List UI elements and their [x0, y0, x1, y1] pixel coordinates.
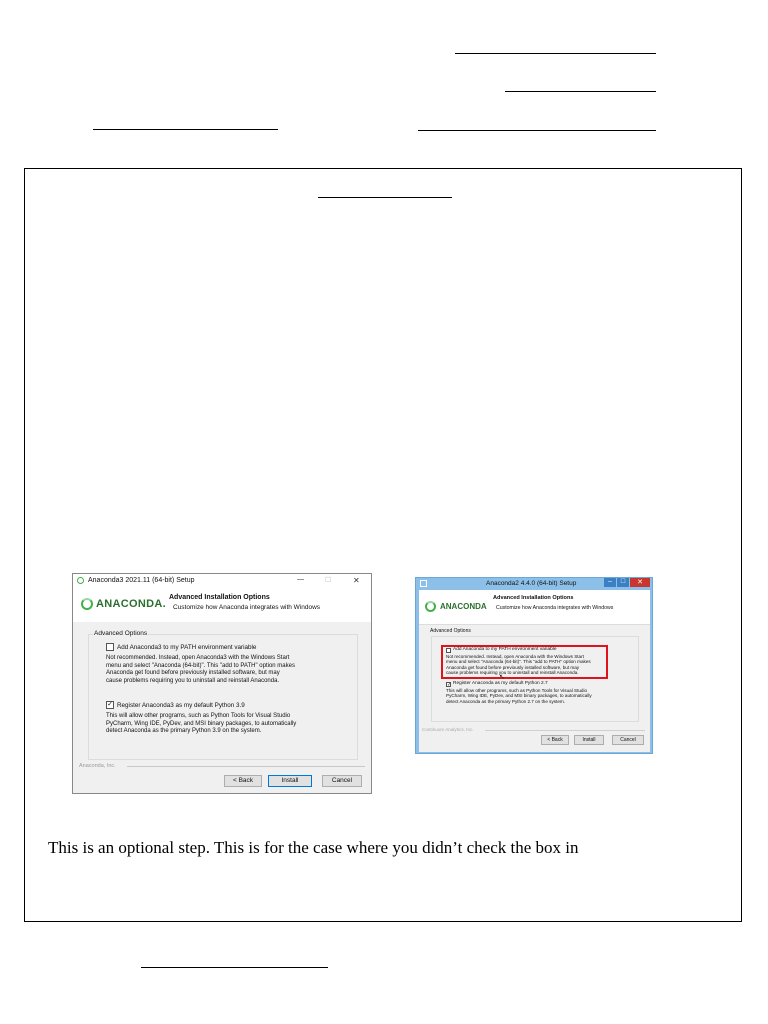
app-icon: [420, 580, 427, 587]
add-to-path-description: Not recommended. Instead, open Anaconda3 with the Windows Start menu and select "Anaconda (64-bit)". This "add to PATH" option makes Anaconda get found before previously installed software, but may cause problems requiring you to uninstall and reinstall Anaconda.: [106, 655, 295, 685]
footer-divider: [127, 766, 365, 767]
dialog-header: [419, 590, 650, 625]
footer-brand: Anaconda, Inc.: [79, 763, 116, 769]
install-button[interactable]: Install: [268, 775, 312, 787]
header-title: Advanced Installation Options: [493, 595, 574, 601]
header-subtitle: Customize how Anaconda integrates with Windows: [496, 605, 614, 611]
mouse-cursor-icon: ↖: [499, 674, 505, 681]
add-to-path-label[interactable]: Add Anaconda3 to my PATH environment variable: [117, 644, 257, 651]
register-default-python-label[interactable]: Register Anaconda3 as my default Python 3.9: [117, 702, 245, 709]
content-box: [24, 168, 742, 922]
instruction-text: This is an optional step. This is for the case where you didn’t check the box in: [48, 838, 579, 857]
redacted-line-2: [505, 91, 656, 92]
header-title: Advanced Installation Options: [169, 594, 270, 601]
minimize-icon[interactable]: –: [604, 578, 616, 587]
redacted-line-bottom: [141, 967, 328, 968]
dialog-header: [73, 590, 371, 623]
dialog-body: [419, 590, 650, 752]
maximize-icon[interactable]: □: [617, 578, 629, 587]
close-icon[interactable]: ✕: [353, 576, 360, 585]
add-to-path-checkbox[interactable]: [446, 648, 451, 653]
add-to-path-checkbox[interactable]: [106, 643, 114, 651]
advanced-options-group: [88, 630, 358, 760]
register-default-python-description: This will allow other programs, such as Python Tools for Visual Studio PyCharm, Wing IDE, PyDev, and MSI binary packages, to automatically detect Anaconda as the primary Python 3.9 on the system.: [106, 713, 297, 735]
register-default-python-checkbox[interactable]: ✓: [107, 701, 113, 708]
title-bar[interactable]: [416, 578, 652, 590]
redacted-line-1: [455, 53, 656, 54]
box-title-line: [318, 197, 452, 198]
register-default-python-checkbox[interactable]: ✓: [447, 682, 452, 688]
header-subtitle: Customize how Anaconda integrates with Windows: [173, 604, 321, 611]
add-to-path-description: Not recommended. Instead, open Anaconda with the Windows Start menu and select "Anaconda (64-bit)". This "add to PATH" option makes Anaconda get found before previously installed software, but may cause problems requiring you to uninstall and reinstall Anaconda.: [446, 654, 591, 675]
group-title: Advanced Options: [430, 628, 471, 634]
anaconda2-setup-dialog: [415, 577, 653, 754]
anaconda3-setup-dialog: [72, 573, 372, 794]
footer-brand: Continuum Analytics, Inc.: [422, 727, 474, 732]
cancel-button[interactable]: Cancel: [612, 735, 644, 745]
group-title: Advanced Options: [94, 630, 148, 637]
install-button[interactable]: Install: [574, 735, 604, 745]
register-default-python-description: This will allow other programs, such as Python Tools for Visual Studio PyCharm, Wing IDE, PyDev, and MSI binary packages, to automatically detect Anaconda as the primary Python 2.7 on the system.: [446, 688, 592, 704]
minimize-icon[interactable]: —: [297, 576, 304, 583]
anaconda-logo-ring: [81, 598, 93, 610]
window-title: Anaconda2 4.4.0 (64-bit) Setup: [486, 580, 577, 587]
anaconda-app-icon: [77, 577, 84, 584]
register-default-python-label[interactable]: Register Anaconda as my default Python 2.7: [453, 681, 548, 686]
back-button[interactable]: < Back: [224, 775, 262, 787]
add-to-path-label[interactable]: Add Anaconda to my PATH environment variable: [453, 647, 557, 652]
dialog-content: [73, 622, 371, 794]
redacted-line-3: [93, 129, 278, 130]
title-bar[interactable]: [73, 574, 371, 590]
close-icon[interactable]: ✕: [630, 578, 650, 587]
anaconda-logo-text: ANACONDA: [440, 602, 487, 611]
anaconda-logo-text: ANACONDA.: [96, 598, 166, 610]
cancel-button[interactable]: Cancel: [322, 775, 362, 787]
window-title: Anaconda3 2021.11 (64-bit) Setup: [88, 577, 195, 584]
redacted-line-4: [418, 130, 656, 131]
back-button[interactable]: < Back: [541, 735, 569, 745]
footer-divider: [485, 730, 645, 731]
maximize-icon[interactable]: ☐: [325, 577, 332, 584]
anaconda-logo-ring: [425, 601, 436, 612]
